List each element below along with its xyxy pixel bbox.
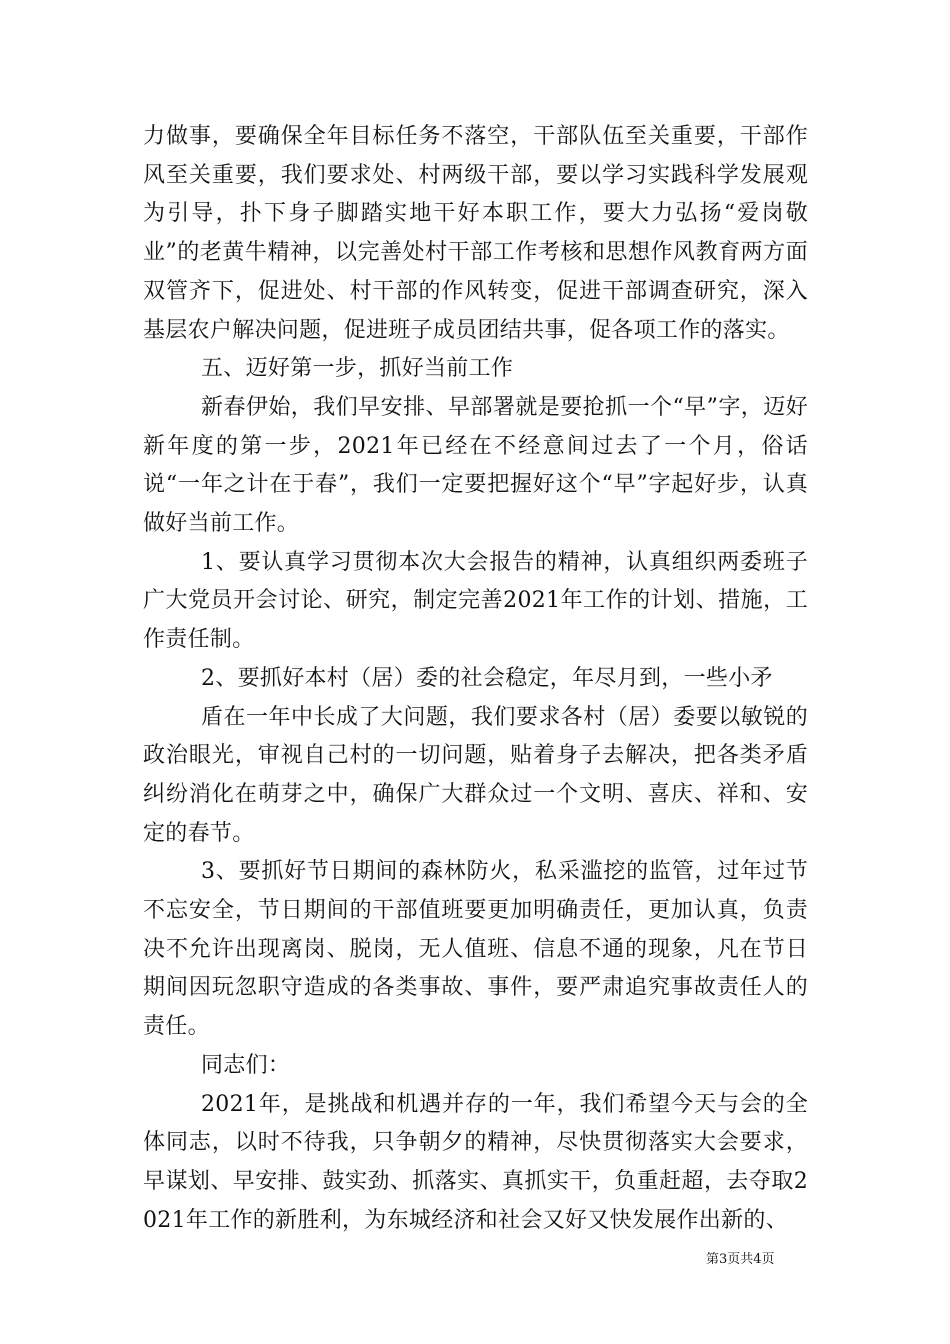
paragraph-item-3: 3、要抓好节日期间的森林防火，私采滥挖的监管，过年过节不忘安全，节日期间的干部值班要更加明确责任，更加认真，负责决不允许出现离岗、脱岗，无人值班、信息不通的现象，凡在节日期间因玩忽职守造成的各类事故、事件，要严肃追究事故责任人的责任。 bbox=[143, 859, 808, 1040]
paragraph-continuation: 力做事，要确保全年目标任务不落空，干部队伍至关重要，干部作风至关重要，我们要求处、村两级干部，要以学习实践科学发展观为引导，扑下身子脚踏实地干好本职工作，要大力弘扬“爱岗敬业”的老黄牛精神，以完善处村干部工作考核和思想作风教育两方面双管齐下，促进处、村干部的作风转变，促进干部调查研究，深入基层农户解决问题，促进班子成员团结共事，促各项工作的落实。 bbox=[143, 124, 808, 343]
paragraph-new-year: 新春伊始，我们早安排、早部署就是要抢抓一个“早”字，迈好新年度的第一步，2021年已经在不经意间过去了一个月，俗话说“一年之计在于春”，我们一定要把握好这个“早”字起好步，认真做好当前工作。 bbox=[143, 394, 808, 537]
paragraph-item-1: 1、要认真学习贯彻本次大会报告的精神，认真组织两委班子广大党员开会讨论、研究，制定完善2021年工作的计划、措施，工作责任制。 bbox=[143, 549, 808, 653]
paragraph-item-2-continued: 盾在一年中长成了大问题，我们要求各村（居）委要以敏锐的政治眼光，审视自己村的一切问题，贴着身子去解决，把各类矛盾纠纷消化在萌芽之中，确保广大群众过一个文明、喜庆、祥和、安定的春节。 bbox=[143, 704, 808, 846]
page-number: 第3页共4页 bbox=[706, 1252, 775, 1267]
paragraph-salutation: 同志们： bbox=[201, 1052, 291, 1078]
paragraph-item-2: 2、要抓好本村（居）委的社会稳定，年尽月到，一些小矛 bbox=[201, 665, 773, 691]
document-body bbox=[143, 118, 808, 1240]
section-heading: 五、迈好第一步，抓好当前工作 bbox=[201, 356, 514, 382]
paragraph-closing: 2021年，是挑战和机遇并存的一年，我们希望今天与会的全体同志，以时不待我，只争朝夕的精神，尽快贯彻落实大会要求，早谋划、早安排、鼓实劲、抓落实、真抓实干，负重赶超，去夺取2021年工作的新胜利，为东城经济和社会又好又快发展作出新的、 bbox=[143, 1091, 808, 1233]
